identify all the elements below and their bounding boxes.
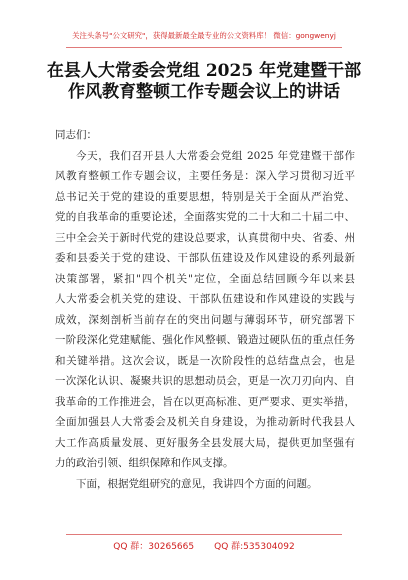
body-line: 三中全会关于新时代党的建设总要求，认真贯彻中央、省委、州: [55, 231, 355, 244]
body-line: 总书记关于党的建设的重要思想，特别是关于全面从严治党、: [55, 190, 355, 203]
header-divider: [66, 47, 342, 48]
body-line: 委和县委关于党的建设、干部队伍建设及作风建设的系列最新: [55, 252, 355, 264]
salutation: 同志们：: [55, 129, 97, 141]
body-line: 风教育整顿工作专题会议，主要任务是：深入学习贯彻习近平: [55, 170, 355, 182]
body-line: 大工作高质量发展、更好服务全县发展大局，提供更加坚强有: [55, 436, 355, 449]
body-line: 党的自我革命的重要论述，全面落实党的二十大和二十届二中、: [55, 211, 355, 223]
body-line: 力的政治引领、组织保障和作风支撑。: [55, 457, 234, 469]
body-line: 和关键举措。这次会议，既是一次阶段性的总结盘点会，也是: [55, 354, 355, 367]
document-title-line-2: 作风教育整顿工作专题会议上的讲话: [68, 82, 340, 102]
body-line: 下面，根据党组研究的意见，我讲四个方面的问题。: [76, 477, 318, 490]
body-line: 一阶段深化党建赋能、强化作风整顿、锻造过硬队伍的重点任务: [55, 334, 355, 346]
document-body: [55, 125, 355, 494]
body-line: 决策部署，紧扣"四个机关"定位，全面总结回顾今年以来县: [55, 272, 355, 285]
body-line: 今天，我们召开县人大常委会党组 2025 年党建暨干部作: [76, 149, 355, 162]
header-banner: 关注头条号"公文研究"，获得最新最全最专业的公文资料库！ 微信：gongwenyj: [72, 31, 336, 40]
body-line: 人大常委会机关党的建设、干部队伍建设和作风建设的实践与: [55, 293, 355, 305]
footer-qq-group-2: QQ 群:535304092: [214, 542, 295, 552]
footer-divider: [66, 534, 342, 535]
footer-contact: [0, 539, 408, 552]
footer-qq-group-1: QQ 群：30265665: [113, 542, 195, 552]
document-title-line-1: 在县人大常委会党组 2025 年党建暨干部: [46, 61, 362, 81]
body-line: 我革命的工作推进会，旨在以更高标准、更严要求、更实举措，: [55, 395, 355, 408]
body-line: 全面加强县人大常委会及机关自身建设，为推动新时代我县人: [55, 416, 355, 428]
body-line: 一次深化认识、凝聚共识的思想动员会，更是一次刀刃向内、自: [55, 375, 355, 387]
body-line: 成效，深刻剖析当前存在的突出问题与薄弱环节，研究部署下: [55, 313, 355, 326]
